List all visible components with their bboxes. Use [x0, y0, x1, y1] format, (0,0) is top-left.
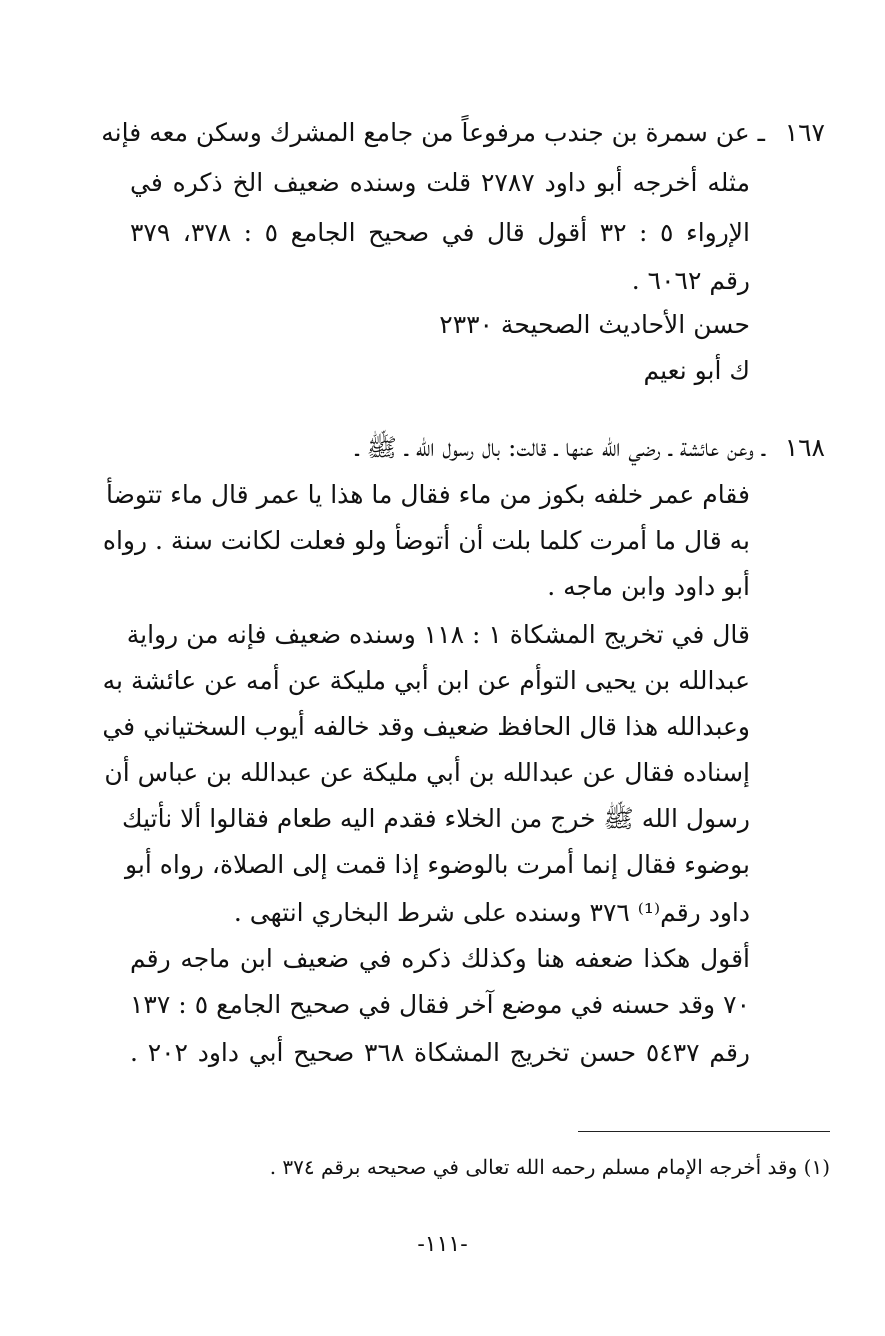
- footnote: (١) وقد أخرجه الإمام مسلم رحمه الله تعالى في صحيحه برقم ٣٧٤ .: [269, 1155, 830, 1179]
- entry-168-line-4: أبو داود وابن ماجه .: [547, 572, 750, 601]
- entry-168-line-5: قال في تخريج المشكاة ١ : ١١٨ وسنده ضعيف فإنه من رواية: [126, 620, 750, 649]
- entry-168-line-1: ١٦٨ـ وعن عائشة ـ رضي الله عنها ـ قالت: بال رسول الله ـ ﷺ ـ: [356, 425, 826, 471]
- entry-168-line-8: إسناده فقال عن عبدالله بن أبي مليكة عن عبدالله بن عباس أن: [104, 758, 750, 787]
- entry-167-line-6: ك أبو نعيم: [643, 356, 750, 385]
- entry-167-line-2: مثله أخرجه أبو داود ٢٧٨٧ قلت وسنده ضعيف الخ ذكره في: [130, 168, 750, 197]
- entry-168-line-14: رقم ٥٤٣٧ حسن تخريج المشكاة ٣٦٨ صحيح أبي داود ٢٠٢ .: [130, 1038, 750, 1067]
- page-number: -١١١-: [417, 1232, 468, 1257]
- entry-168-number: ١٦٨: [784, 433, 825, 462]
- entry-168-line-12: أقول هكذا ضعفه هنا وكذلك ذكره في ضعيف ابن ماجه رقم: [130, 944, 750, 973]
- entry-168-line-9: رسول الله ﷺ خرج من الخلاء فقدم اليه طعام فقالوا ألا نأتيك: [122, 804, 750, 833]
- entry-167-number: ١٦٧: [784, 118, 825, 147]
- entry-167-line-5: حسن الأحاديث الصحيحة ٢٣٣٠: [439, 310, 750, 339]
- entry-168-line-10: بوضوء فقال إنما أمرت بالوضوء إذا قمت إلى الصلاة، رواه أبو: [125, 850, 750, 879]
- entry-168-line-6: عبدالله بن يحيى التوأم عن ابن أبي مليكة عن أمه عن عائشة به: [102, 666, 750, 695]
- entry-168-line-3: به قال ما أمرت كلما بلت أن أتوضأ ولو فعلت لكانت سنة . رواه: [102, 526, 750, 555]
- footnote-divider: [578, 1131, 830, 1132]
- entry-168-line-11: داود رقم⁽¹⁾ ٣٧٦ وسنده على شرط البخاري انتهى .: [233, 898, 750, 927]
- entry-168-line-2: فقام عمر خلفه بكوز من ماء فقال ما هذا يا عمر قال ماء تتوضأ: [105, 480, 750, 509]
- entry-167-line-1: ١٦٧ـ عن سمرة بن جندب مرفوعاً من جامع المشرك وسكن معه فإنه: [101, 110, 825, 156]
- entry-168-line-7: وعبدالله هذا قال الحافظ ضعيف وقد خالفه أيوب السختياني في: [102, 712, 750, 741]
- entry-168-line-13: ٧٠ وقد حسنه في موضع آخر فقال في صحيح الجامع ٥ : ١٣٧: [130, 990, 750, 1019]
- entry-167-line-4: رقم ٦٠٦٢ .: [631, 266, 750, 295]
- entry-167-line-3: الإرواء ٥ : ٣٢ أقول قال في صحيح الجامع ٥ : ٣٧٨، ٣٧٩: [130, 218, 750, 247]
